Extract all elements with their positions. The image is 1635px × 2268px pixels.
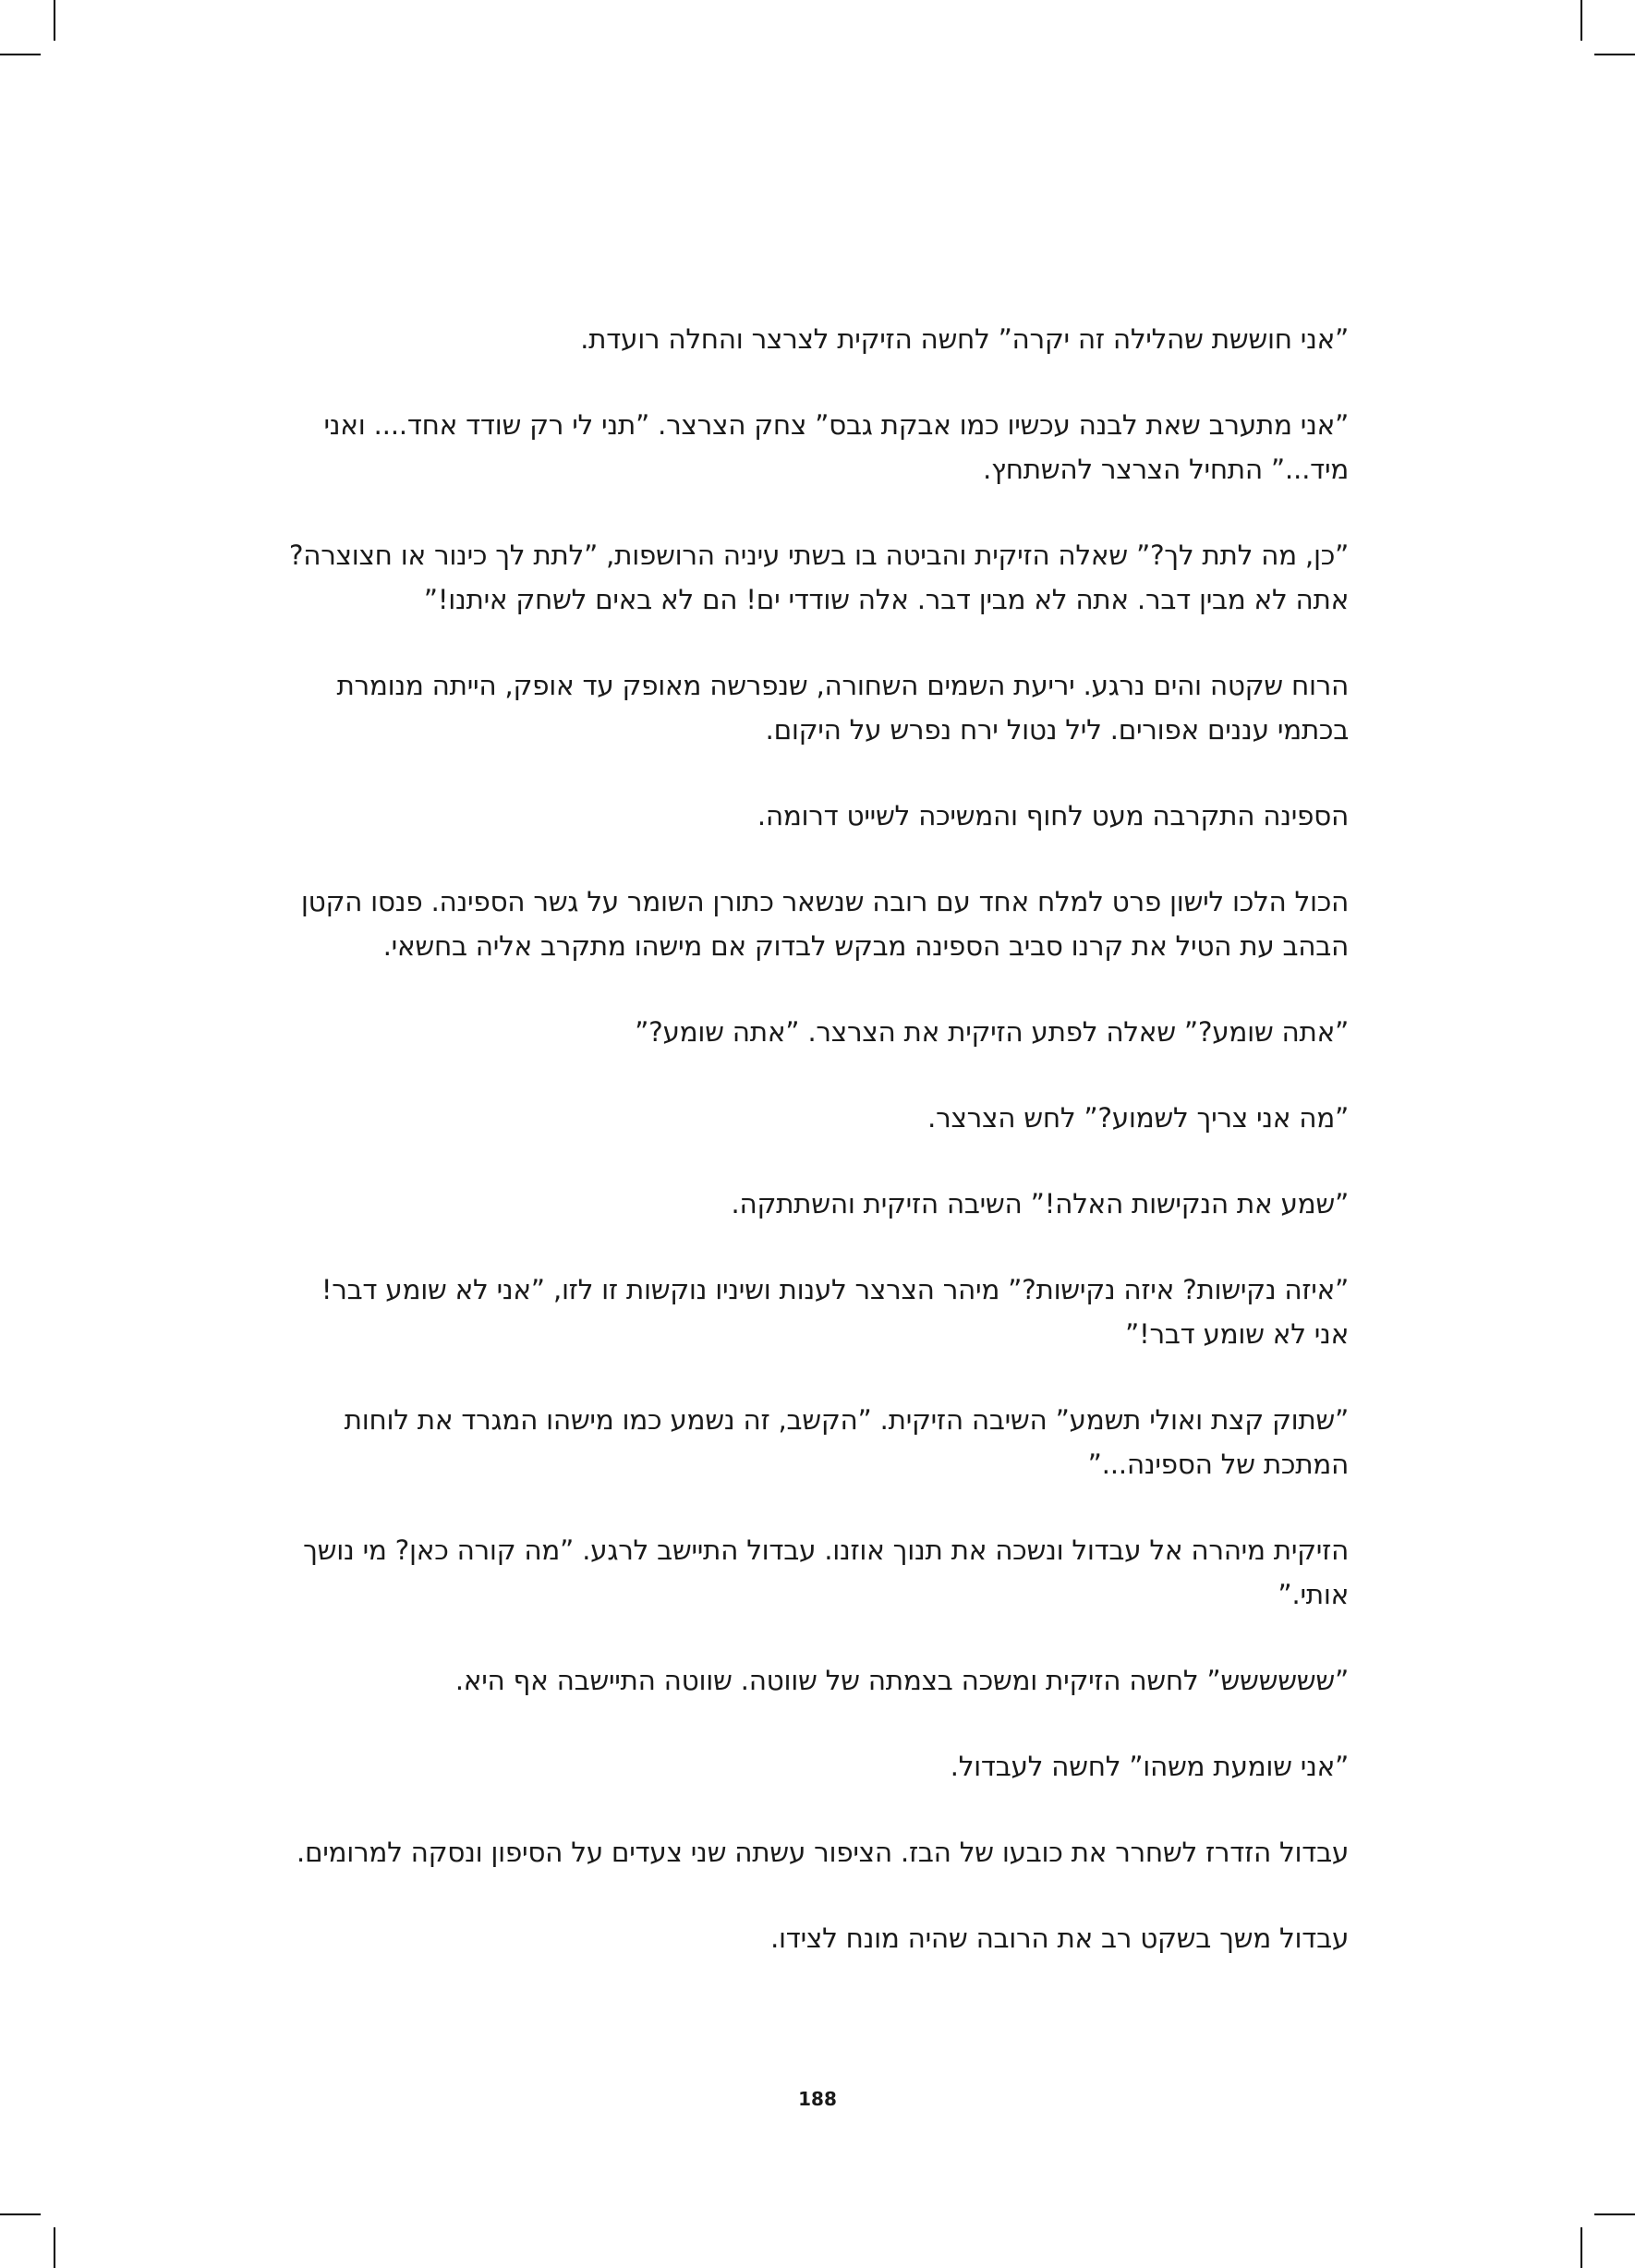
- paragraph: הכול הלכו לישון פרט למלח אחד עם רובה שנשאר כתורן השומר על גשר הספינה. פנסו הקטן הבהב עת הטיל את קרנו סביב הספינה מבקש לבדוק אם מישהו מתקרב אליה בחשאי.: [300, 886, 1349, 962]
- paragraph: הרוח שקטה והים נרגע. יריעת השמים השחורה, שנפרשה מאופק עד אופק, הייתה מנומרת בכתמי עננים אפורים. ליל נטול ירח נפרש על היקום.: [336, 670, 1349, 746]
- body-text: [285, 317, 1349, 2002]
- paragraph: עבדול משך בשקט רב את הרובה שהיה מונח לצידו.: [769, 1922, 1349, 1954]
- paragraph: ”איזה נקישות? איזה נקישות?” מיהר הצרצר לענות ושיניו נוקשות זו לזו, ”אני לא שומע דבר! אני לא שומע דבר!”: [321, 1274, 1349, 1350]
- page-number: 188: [798, 2088, 837, 2110]
- paragraph: ”כן, מה לתת לך?” שאלה הזיקית והביטה בו בשתי עיניה הרושפות, ”לתת לך כינור או חצוצרה? אתה לא מבין דבר. אתה לא מבין דבר. אלה שודדי ים! הם לא באים לשחק איתנו!”: [288, 540, 1349, 615]
- paragraph: ”שמע את הנקישות האלה!” השיבה הזיקית והשתתקה.: [731, 1188, 1349, 1219]
- crop-mark-bottom-left-vertical: [54, 2227, 55, 2268]
- paragraph: ”אני שומעת משהו” לחשה לעבדול.: [950, 1751, 1349, 1782]
- crop-mark-top-left-horizontal: [0, 54, 41, 55]
- crop-mark-bottom-right-horizontal: [1594, 2213, 1635, 2215]
- crop-mark-bottom-right-vertical: [1580, 2227, 1582, 2268]
- paragraph: עבדול הזדרז לשחרר את כובעו של הבז. הציפור עשתה שני צעדים על הסיפון ונסקה למרומים.: [296, 1837, 1349, 1868]
- crop-mark-top-left-vertical: [54, 0, 55, 41]
- paragraph: ”מה אני צריך לשמוע?” לחש הצרצר.: [927, 1102, 1349, 1134]
- paragraph: ”אני חוששת שהלילה זה יקרה” לחשה הזיקית לצרצר והחלה רועדת.: [580, 323, 1349, 355]
- paragraph: ”שתוק קצת ואולי תשמע” השיבה הזיקית. ”הקשב, זה נשמע כמו מישהו המגרד את לוחות המתכת של הספינה...”: [344, 1404, 1349, 1480]
- crop-mark-top-right-horizontal: [1594, 54, 1635, 55]
- paragraph: הזיקית מיהרה אל עבדול ונשכה את תנוך אוזנו. עבדול התיישב לרגע. ”מה קורה כאן? מי נושך אותי.”: [303, 1534, 1349, 1610]
- paragraph: הספינה התקרבה מעט לחוף והמשיכה לשייט דרומה.: [757, 800, 1349, 831]
- paragraph: ”אתה שומע?” שאלה לפתע הזיקית את הצרצר. ”אתה שומע?”: [635, 1016, 1349, 1048]
- paragraph: ”שששששש” לחשה הזיקית ומשכה בצמתה של שווטה. שווטה התיישבה אף היא.: [454, 1665, 1349, 1696]
- crop-mark-top-right-vertical: [1580, 0, 1582, 41]
- crop-mark-bottom-left-horizontal: [0, 2213, 41, 2215]
- paragraph: ”אני מתערב שאת לבנה עכשיו כמו אבקת גבס” צחק הצרצר. ”תני לי רק שודד אחד.... ואני מיד...” התחיל הצרצר להשתחץ.: [323, 409, 1349, 485]
